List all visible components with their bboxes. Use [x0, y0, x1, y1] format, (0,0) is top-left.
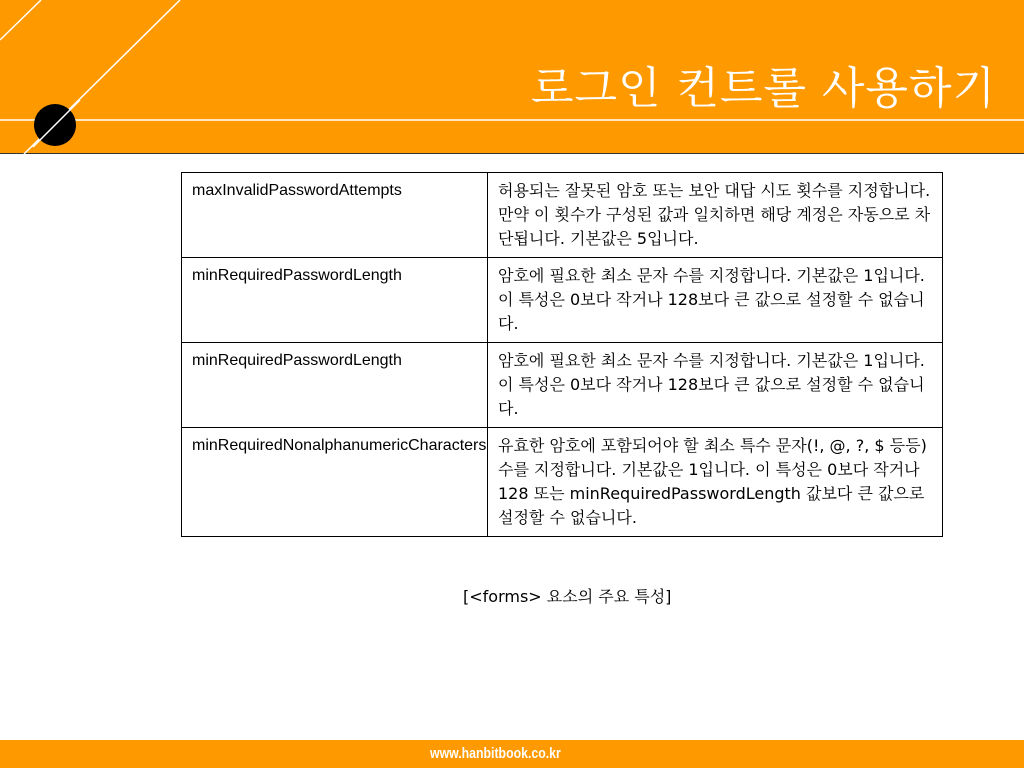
table-row — [182, 173, 943, 258]
forms-attributes-table — [181, 172, 943, 537]
table-caption: [<forms> 요소의 주요 특성] — [463, 587, 672, 606]
attribute-description-cell: 암호에 필요한 최소 문자 수를 지정합니다. 기본값은 1입니다. 이 특성은 0보다 작거나 128보다 큰 값으로 설정할 수 없습니다. — [488, 343, 943, 428]
attribute-name-cell: minRequiredPasswordLength — [182, 258, 488, 343]
table-row — [182, 258, 943, 343]
slide-title: 로그인 컨트롤 사용하기 — [530, 63, 996, 114]
attribute-description-cell: 유효한 암호에 포함되어야 할 최소 특수 문자(!, @, ?, $ 등등) 수를 지정합니다. 기본값은 1입니다. 이 특성은 0보다 작거나 128 또는 minRequiredPasswordLength 값보다 큰 값으로 설정할 수 없습니다. — [488, 428, 943, 537]
attribute-name-cell: minRequiredNonalphanumericCharacters — [182, 428, 488, 537]
attribute-name-cell: minRequiredPasswordLength — [182, 343, 488, 428]
table-body — [182, 173, 943, 537]
attribute-name-cell: maxInvalidPasswordAttempts — [182, 173, 488, 258]
attribute-description-cell: 허용되는 잘못된 암호 또는 보안 대답 시도 횟수를 지정합니다. 만약 이 횟수가 구성된 값과 일치하면 해당 계정은 자동으로 차단됩니다. 기본값은 5입니다. — [488, 173, 943, 258]
slide-footer — [0, 740, 1024, 768]
footer-url: www.hanbitbook.co.kr — [430, 745, 561, 762]
table-row — [182, 428, 943, 537]
table-row — [182, 343, 943, 428]
attribute-description-cell: 암호에 필요한 최소 문자 수를 지정합니다. 기본값은 1입니다. 이 특성은 0보다 작거나 128보다 큰 값으로 설정할 수 없습니다. — [488, 258, 943, 343]
header-diagonal-line-2 — [0, 0, 41, 40]
slide-header — [0, 0, 1024, 154]
